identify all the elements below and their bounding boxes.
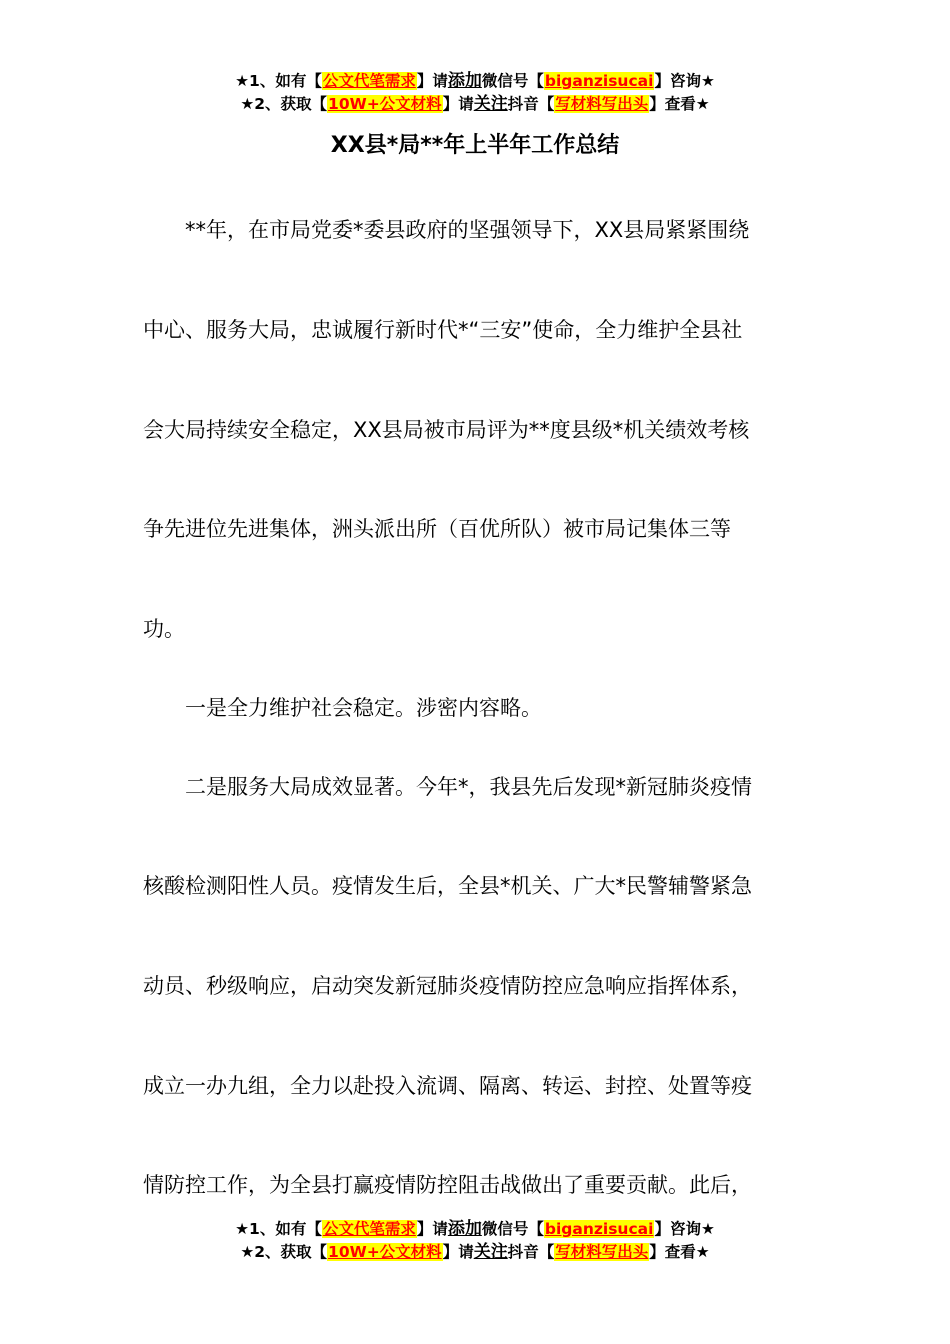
banner-highlight: 10W+公文材料 [328,95,442,113]
banner-underline: 添加 [447,1219,482,1239]
banner-text: 】请 [416,72,448,90]
banner-line-1 [0,1218,950,1241]
body-line: 争先进位先进集体，洲头派出所（百优所队）被市局记集体三等 [143,517,731,541]
banner-highlight: biganzisucai [544,1220,654,1238]
banner-line-2 [0,1241,950,1264]
banner-text: ★2、获取【 [240,95,328,113]
bottom-banner [0,1218,950,1264]
banner-text: ★1、如有【 [235,72,322,90]
banner-highlight: 10W+公文材料 [328,1243,442,1261]
banner-text: 微信号【 [481,72,544,90]
body-line: 二是服务大局成效显著。今年*，我县先后发现*新冠肺炎疫情 [143,775,752,799]
banner-text: 抖音【 [507,95,555,113]
body-line: 成立一办九组，全力以赴投入流调、隔离、转运、封控、处置等疫 [143,1074,752,1098]
banner-highlight: 写材料写出头 [555,95,649,113]
body-line: 动员、秒级响应，启动突发新冠肺炎疫情防控应急响应指挥体系， [143,974,752,998]
banner-highlight: 写材料写出头 [555,1243,649,1261]
banner-highlight: 公文代笔需求 [322,72,416,90]
body-line: 情防控工作，为全县打赢疫情防控阻击战做出了重要贡献。此后， [143,1173,752,1197]
body-line: 会大局持续安全稳定，XX县局被市局评为**度县级*机关绩效考核 [143,418,750,442]
banner-underline: 关注 [473,1242,508,1262]
banner-text: 微信号【 [481,1220,544,1238]
banner-text: 】请 [442,95,474,113]
banner-line-2 [0,93,950,116]
banner-text: 】请 [416,1220,448,1238]
banner-text: 抖音【 [507,1243,555,1261]
banner-text: 】咨询★ [654,1220,715,1238]
banner-highlight: biganzisucai [544,72,654,90]
banner-text: 】咨询★ [654,72,715,90]
banner-text: 】查看★ [649,95,710,113]
banner-text: ★1、如有【 [235,1220,322,1238]
body-line: 一是全力维护社会稳定。涉密内容略。 [143,696,542,720]
banner-text: ★2、获取【 [240,1243,328,1261]
banner-line-1 [0,70,950,93]
body-line: **年，在市局党委*委县政府的坚强领导下，XX县局紧紧围绕 [143,218,750,242]
page-title: XX县*局**年上半年工作总结 [330,133,620,158]
banner-text: 】查看★ [649,1243,710,1261]
banner-text: 】请 [442,1243,474,1261]
banner-underline: 添加 [447,71,482,91]
top-banner [0,70,950,116]
body-line: 核酸检测阳性人员。疫情发生后，全县*机关、广大*民警辅警紧急 [143,874,752,898]
banner-highlight: 公文代笔需求 [322,1220,416,1238]
body-line: 中心、服务大局，忠诚履行新时代*“三安”使命，全力维护全县社 [143,318,743,342]
body-line: 功。 [143,617,185,641]
banner-underline: 关注 [473,94,508,114]
